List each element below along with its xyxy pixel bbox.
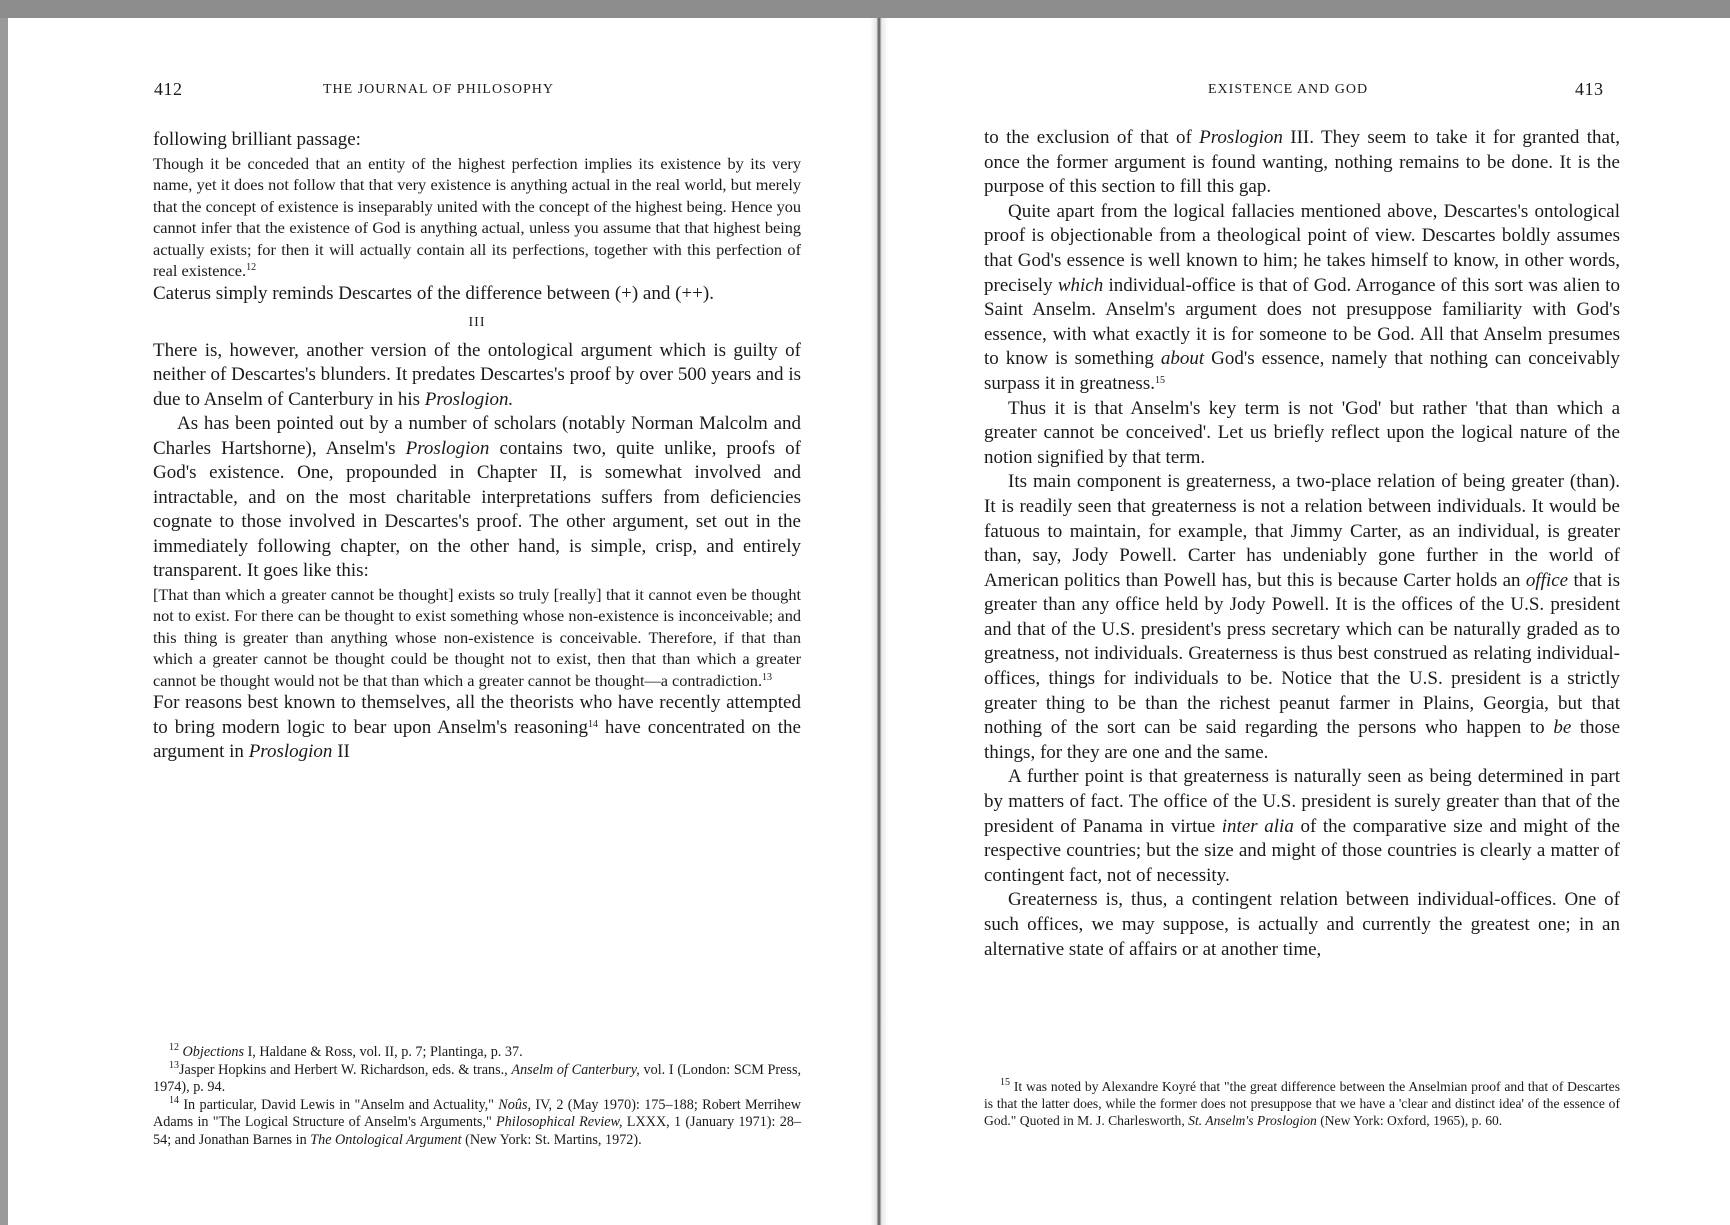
- footnote-15: $^{15}$ It was noted by Alexandre Koyré that "the great difference between the Anselmian proof and that of Descartes is that the latter does, while the former does not presuppose that we have a 'clear and distinct idea' of the essence of God." Quoted in M. J. Charlesworth, St. Anselm's Proslogion (New York: Oxford, 1965), p. 60.: [984, 1077, 1621, 1128]
- right-running-head: [888, 79, 1730, 106]
- paragraph-matters-of-fact: A further point is that greaterness is naturally seen as being determined in part by matters of fact. The office of the U.S. president is surely greater than that of the president of Panama in virtue inter alia of the comparative size and might of the respective countries; but the size and might of those countries is clearly a matter of contingent fact, not of necessity.: [984, 766, 1620, 886]
- paragraph-greaterness: Its main component is greaterness, a two-place relation of being greater (than). It is readily seen that greaterness is not a relation between individuals. It would be fatuous to maintain, for example, that Jimmy Carter, as an individual, is greater than, say, Jody Powell. Carter has undeniably gone further in the world of American politics than Powell has, but this is because Carter holds an office that is greater than any office held by Jody Powell. It is the offices of the U.S. president and that of the U.S. president's press secretary which can be naturally graded as to greatness, not individuals. Greaterness is thus best construed as relating individual-offices, things for individuals to be. Notice that the U.S. president is a strictly greater thing to be than the richest peanut farmer in Plains, Georgia, but that nothing of the sort can be said regarding the persons who happen to be those things, for they are one and the same.: [984, 471, 1621, 763]
- paragraph-theorists: For reasons best known to themselves, all the theorists who have recently attempted to bring modern logic to bear upon Anselm's reasoning$^{14}$ have concentrated on the argument in Proslogion II: [153, 692, 801, 762]
- paragraph-contingent: Greaterness is, thus, a contingent relation between individual-offices. One of such offices, we may suppose, is actually and currently the greatest one; in an alternative state of affairs or at another time,: [984, 889, 1620, 960]
- scan-top-edge: [0, 0, 1730, 18]
- paragraph-caterus: Caterus simply reminds Descartes of the difference between (+) and (++).: [153, 282, 714, 304]
- book-gutter: [870, 18, 888, 1225]
- paragraph-exclusion: to the exclusion of that of Proslogion III. They seem to take it for granted that, once the former argument is found wanting, nothing remains to be done. It is the purpose of this section to fill this gap.: [984, 127, 1620, 198]
- block-quote-kant: Though it be conceded that an entity of the highest perfection implies its existence by its very name, yet it does not follow that that very existence is anything actual in the real world, but merely that the concept of existence is inseparably united with the concept of the highest being. Hence you cannot infer that the existence of God is anything actual, unless you assume that that highest being actually exists; for then it will actually contain all its perfections, together with this perfection of real existence.$^{12}$: [153, 153, 801, 280]
- right-page-number: 413: [1575, 79, 1604, 99]
- paragraph-another-version: There is, however, another version of the ontological argument which is guilty of neither of Descartes's blunders. It predates Descartes's proof by over 500 years and is due to Anselm of Canterbury in his Proslogion.: [153, 339, 801, 410]
- footnote-13: $^{13}$Jasper Hopkins and Herbert W. Richardson, eds. & trans., Anselm of Canterbury, vol. I (London: SCM Press, 1974), p. 94.: [153, 1059, 802, 1096]
- paragraph-theological: Quite apart from the logical fallacies mentioned above, Descartes's ontological proof is objectionable from a theological point of view. Descartes boldly assumes that God's essence is well known to him; he takes himself to know, in other words, precisely which individual-office is that of God. Arrogance of this sort was alien to Saint Anselm. Anselm's argument does not presuppose familiarity with God's essence, with what exactly it is for someone to be God. All that Anselm presumes to know is something about God's essence, namely that nothing can conceivably surpass it in greatness.$^{15}$: [984, 200, 1621, 394]
- intro-line: following brilliant passage:: [153, 129, 361, 150]
- right-footnotes: [984, 1078, 1620, 1129]
- left-page-number: 412: [154, 79, 183, 99]
- footnote-ref-13: 13: [762, 671, 773, 683]
- block-quote-anselm: [That than which a greater cannot be thought] exists so truly [really] that it cannot even be thought not to exist. For there can be thought to exist something whose non-existence is inconceivable; and this thing is greater than anything whose non-existence is conceivable. Therefore, if that than which a greater cannot be thought could be thought not to exist, then that than which a greater cannot be thought would not be that than which a greater cannot be thought—a contradiction.$^{13}$: [153, 584, 801, 690]
- section-heading: III: [468, 315, 486, 330]
- right-body-text: [984, 126, 1620, 962]
- left-footnotes: [153, 1044, 801, 1150]
- paragraph-scholars: As has been pointed out by a number of scholars (notably Norman Malcolm and Charles Hartshorne), Anselm's Proslogion contains two, quite unlike, proofs of God's existence. One, propounded in Chapter II, is somewhat involved and intractable, and on the most charitable interpretations suffers from deficiencies cognate to those involved in Descartes's proof. The other argument, set out in the immediately following chapter, on the other hand, is simple, crisp, and entirely transparent. It goes like this:: [153, 413, 801, 581]
- book-spread: [8, 18, 1730, 1225]
- footnote-ref-12: 12: [246, 262, 257, 273]
- left-body-text: [153, 128, 801, 765]
- footnote-14: $^{14}$ In particular, David Lewis in "Anselm and Actuality," Noûs, IV, 2 (May 1970): 175–188; Robert Merrihew Adams in "The Logical Structure of Anselm's Arguments," Philosophical Review, LXXX, 1 (January 1971): 28–54; and Jonathan Barnes in The Ontological Argument (New York: St. Martins, 1972).: [153, 1094, 801, 1148]
- footnote-ref-14: 14: [587, 718, 598, 730]
- article-title: EXISTENCE AND GOD: [1208, 82, 1369, 97]
- right-page: [888, 18, 1730, 1225]
- journal-title: THE JOURNAL OF PHILOSOPHY: [323, 82, 554, 97]
- left-running-head: [8, 79, 870, 106]
- footnote-ref-15: 15: [1154, 374, 1165, 386]
- footnote-12: $^{12}$ Objections I, Haldane & Ross, vol. II, p. 7; Plantinga, p. 37.: [169, 1042, 523, 1060]
- left-page: [8, 18, 870, 1225]
- paragraph-key-term: Thus it is that Anselm's key term is not 'God' but rather 'that than which a greater cannot be conceived'. Let us briefly reflect upon the logical nature of the notion signified by that term.: [984, 397, 1620, 468]
